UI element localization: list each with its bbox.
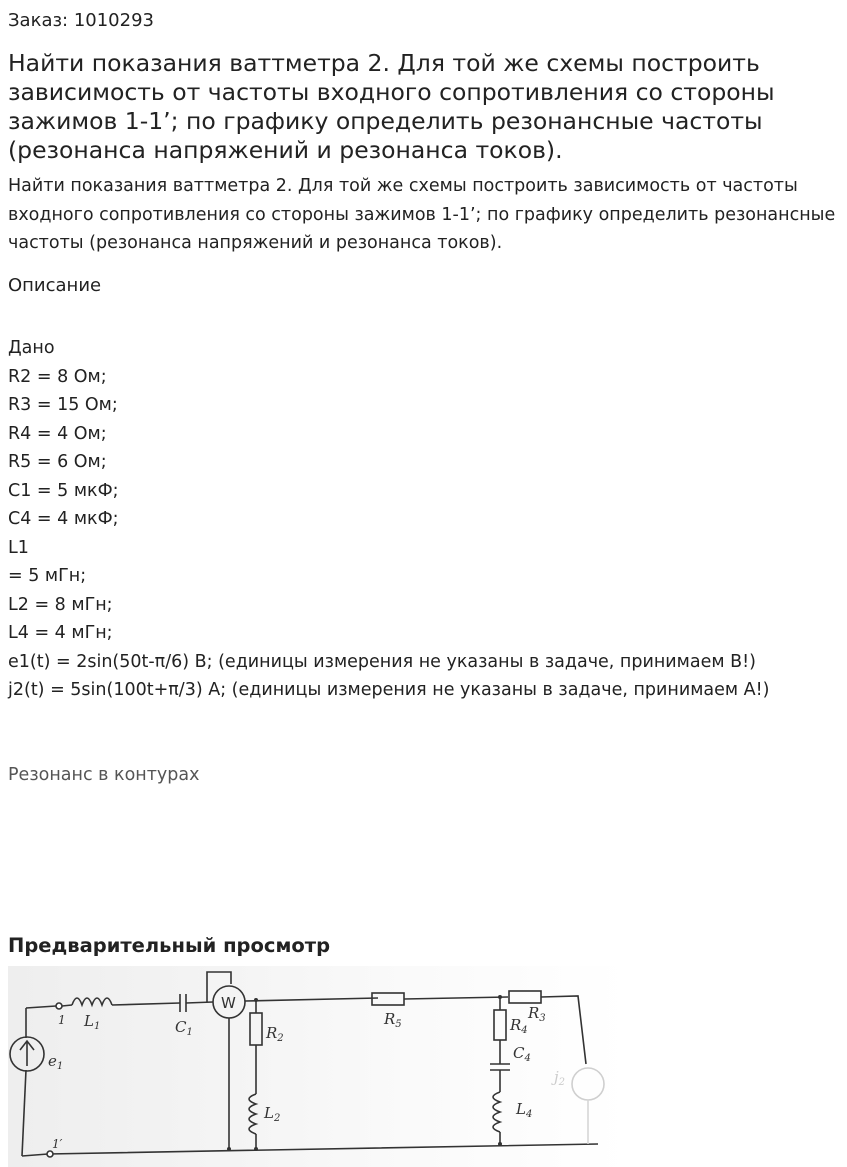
given-line: L1 xyxy=(8,537,29,558)
node-dot xyxy=(254,1147,258,1151)
label-R2: $R_2$ xyxy=(266,1024,284,1044)
task-paragraph: Найти показания ваттметра 2. Для той же схемы построить зависимость от частоты входного сопротивления со стороны зажимов 1-1’; по графику определить резонансные частоты (резонанса напряжений и резонанса токов). xyxy=(8,176,836,253)
inductor-L1 xyxy=(72,998,112,1005)
source-arrow-icon xyxy=(20,1041,34,1066)
terminal-1-prime xyxy=(47,1151,53,1157)
node-dot xyxy=(498,1142,502,1146)
wire xyxy=(541,996,586,1064)
wire xyxy=(22,1144,598,1156)
given-line: L4 = 4 мГн; xyxy=(8,623,113,643)
preview-heading: Предварительный просмотр xyxy=(8,934,331,957)
given-line: R2 = 8 Ом; xyxy=(8,366,107,387)
wire xyxy=(112,1003,180,1005)
given-line: C1 = 5 мкФ; xyxy=(8,480,119,501)
label-L1: $L_1$ xyxy=(84,1012,101,1032)
given-line: R5 = 6 Ом; xyxy=(8,452,107,472)
label-wattmeter: W xyxy=(221,994,236,1012)
given-heading: Дано xyxy=(8,338,55,358)
capacitor-C1 xyxy=(180,994,186,1012)
order-number: Заказ: 1010293 xyxy=(8,10,154,31)
label-terminal-1: 1 xyxy=(58,1013,66,1027)
given-line: = 5 мГн; xyxy=(8,566,87,586)
capacitor-C4 xyxy=(490,1064,510,1070)
node-dot xyxy=(254,998,258,1002)
label-j2: $j_2$ xyxy=(554,1068,566,1088)
inductor-L2 xyxy=(249,1094,256,1134)
label-R5: $R_5$ xyxy=(384,1010,402,1030)
page-title: Найти показания ваттметра 2. Для той же схемы построить зависимость от частоты входного сопротивления со стороны зажимов 1-1’; по графику определить резонансные частоты (резонанса напряжений и резонанса токов). xyxy=(8,49,775,164)
given-line: C4 = 4 мкФ; xyxy=(8,509,119,529)
wire xyxy=(62,1005,72,1006)
given-block xyxy=(8,334,770,705)
wire xyxy=(404,997,508,999)
given-line: R3 = 15 Ом; xyxy=(8,395,118,415)
label-R4: $R_4$ xyxy=(510,1016,528,1036)
resistor-R4 xyxy=(494,1010,506,1040)
current-source-j2 xyxy=(572,1068,604,1100)
label-C4: $C_4$ xyxy=(513,1044,531,1064)
given-line: j2(t) = 5sin(100t+π/3) А; (единицы измерения не указаны в задаче, принимаем А!) xyxy=(8,680,770,700)
given-line: R4 = 4 Ом; xyxy=(8,423,107,444)
label-R3: $R_3$ xyxy=(528,1004,546,1024)
label-e1: $e_1$ xyxy=(48,1052,64,1072)
circuit-diagram xyxy=(8,966,628,1167)
given-line: e1(t) = 2sin(50t-π/6) В; (единицы измерения не указаны в задаче, принимаем В!) xyxy=(8,651,756,672)
label-L2: $L_2$ xyxy=(264,1104,281,1124)
label-terminal-1-prime: 1′ xyxy=(52,1137,63,1151)
resistor-R3 xyxy=(509,991,541,1003)
circuit-preview-image xyxy=(8,966,628,1167)
given-line: L2 = 8 мГн; xyxy=(8,594,113,615)
terminal-1 xyxy=(56,1003,62,1009)
description-heading: Описание xyxy=(8,275,102,296)
node-dot xyxy=(227,1147,231,1151)
inductor-L4 xyxy=(493,1092,500,1132)
label-L4: $L_4$ xyxy=(516,1100,533,1120)
resonance-link[interactable]: Резонанс в контурах xyxy=(8,765,200,785)
wire xyxy=(245,998,378,1001)
resistor-R5 xyxy=(372,993,404,1005)
resistor-R2 xyxy=(250,1013,262,1045)
wire xyxy=(26,1006,56,1008)
node-dot xyxy=(498,995,502,999)
wire xyxy=(186,1002,213,1003)
wire xyxy=(22,1070,26,1156)
label-C1: $C_1$ xyxy=(175,1018,193,1038)
